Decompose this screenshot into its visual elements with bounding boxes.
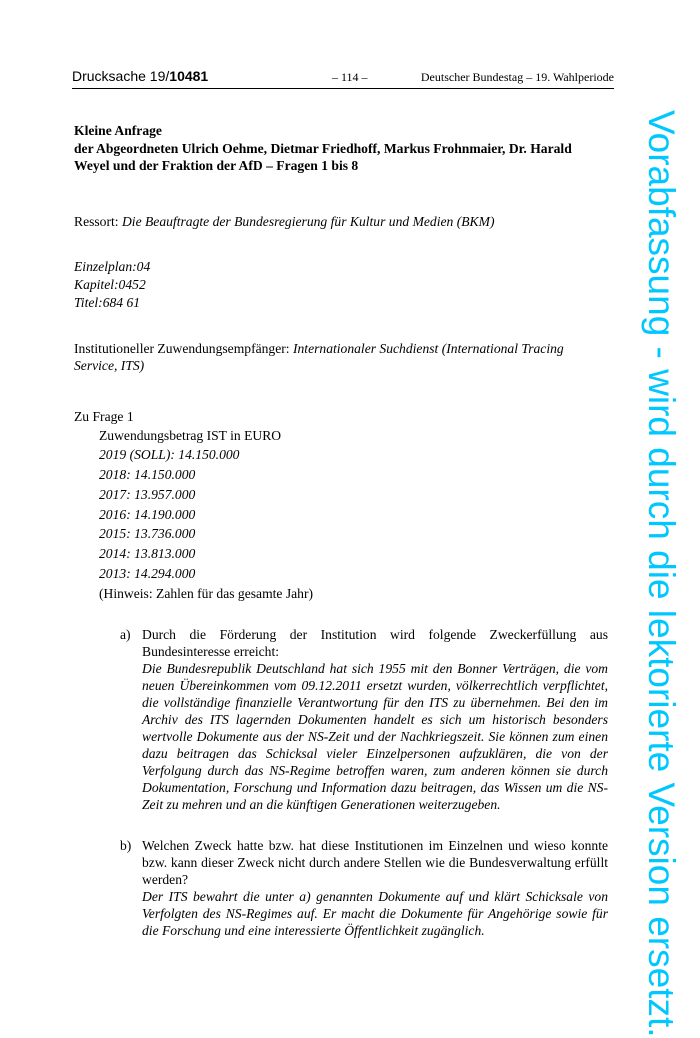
parliament-period: Deutscher Bundestag – 19. Wahlperiode <box>420 70 614 84</box>
frage-heading: Zu Frage 1 <box>74 408 134 424</box>
qa-question: Welchen Zweck hatte bzw. hat diese Institutionen im Einzelnen und wieso konnte bzw. kann dieser Zweck nicht durch andere Stellen wie die Bundesverwaltung erfüllt werden? <box>142 837 608 887</box>
qa-item-b <box>74 837 608 939</box>
document-number-prefix: Drucksache 19/ <box>72 68 170 84</box>
einzelplan: Einzelplan:04 <box>74 258 151 274</box>
recipient-value-2: Service, ITS) <box>74 357 145 373</box>
page-header <box>72 68 614 89</box>
qa-item-a <box>74 626 608 813</box>
amount-row: 2015: 13.736.000 <box>99 526 196 542</box>
title-line-2: der Abgeordneten Ulrich Oehme, Dietmar Friedhoff, Markus Frohnmaier, Dr. Harald <box>74 140 572 156</box>
qa-label: b) <box>120 837 132 853</box>
ressort-label: Ressort: <box>74 213 122 229</box>
kapitel: Kapitel:0452 <box>74 276 146 292</box>
recipient-label: Institutioneller Zuwendungsempfänger: <box>74 340 293 356</box>
amount-row: 2018: 14.150.000 <box>99 467 196 483</box>
amount-list <box>99 426 608 604</box>
amount-row: 2016: 14.190.000 <box>99 506 196 522</box>
ressort <box>74 213 608 230</box>
ressort-value: Die Beauftragte der Bundesregierung für Kultur und Medien (BKM) <box>121 213 495 229</box>
amount-note: (Hinweis: Zahlen für das gesamte Jahr) <box>99 585 314 601</box>
document-body <box>74 122 608 939</box>
titel: Titel:684 61 <box>74 294 141 310</box>
title-line-1: Kleine Anfrage <box>74 123 162 138</box>
budget-info <box>74 258 608 312</box>
watermark-text: Vorabfassung - wird durch die lektorierte Version ersetzt. <box>641 110 682 1038</box>
amount-row: 2013: 14.294.000 <box>99 566 196 582</box>
amount-heading: Zuwendungsbetrag IST in EURO <box>99 427 282 443</box>
document-number <box>72 68 208 84</box>
amount-row: 2014: 13.813.000 <box>99 546 196 562</box>
amount-row: 2019 (SOLL): 14.150.000 <box>99 447 240 463</box>
qa-answer: Der ITS bewahrt die unter a) genannten Dokumente auf und klärt Schicksale von Verfolgten des NS-Regimes auf. Er macht die Dokumente für Angehörige sowie für die Forschung und eine interessierte Öffentlichkeit zugänglich. <box>142 888 608 938</box>
qa-label: a) <box>120 626 131 642</box>
draft-watermark <box>632 110 692 1038</box>
recipient <box>74 340 608 374</box>
document-title <box>74 122 608 175</box>
amount-row: 2017: 13.957.000 <box>99 486 196 502</box>
answer-section-frage-1 <box>74 407 608 604</box>
qa-answer: Die Bundesrepublik Deutschland hat sich 1955 mit den Bonner Verträgen, die vom neuen Übereinkommen vom 09.12.2011 ersetzt wurden, völkerrechtlich verpflichtet, die vollständige finanzielle Verantwortung für den ITS zu übernehmen. Bei den im Archiv des ITS lagernden Dokumenten handelt es sich um historisch besonders wertvolle Dokumente aus der NS-Zeit und der Nachkriegszeit. Sie können zum einen dazu beitragen das Schicksal vieler Einzelpersonen aufzuklären, die von der Verfolgung durch das NS-Regime betroffen waren, zum anderen können sie durch Dokumentation, Forschung und Information dazu beitragen, das Wissen um die NS-Zeit zu mehren und an die künftigen Generationen weiterzugeben. <box>142 660 608 812</box>
recipient-value-1: Internationaler Suchdienst (International Tracing <box>292 340 564 356</box>
page-number: – 114 – <box>332 70 368 84</box>
qa-question: Durch die Förderung der Institution wird folgende Zweckerfüllung aus Bundesinteresse erreicht: <box>142 626 608 659</box>
document-number-value: 10481 <box>169 68 209 84</box>
title-line-3: Weyel und der Fraktion der AfD – Fragen 1 bis 8 <box>74 158 359 173</box>
